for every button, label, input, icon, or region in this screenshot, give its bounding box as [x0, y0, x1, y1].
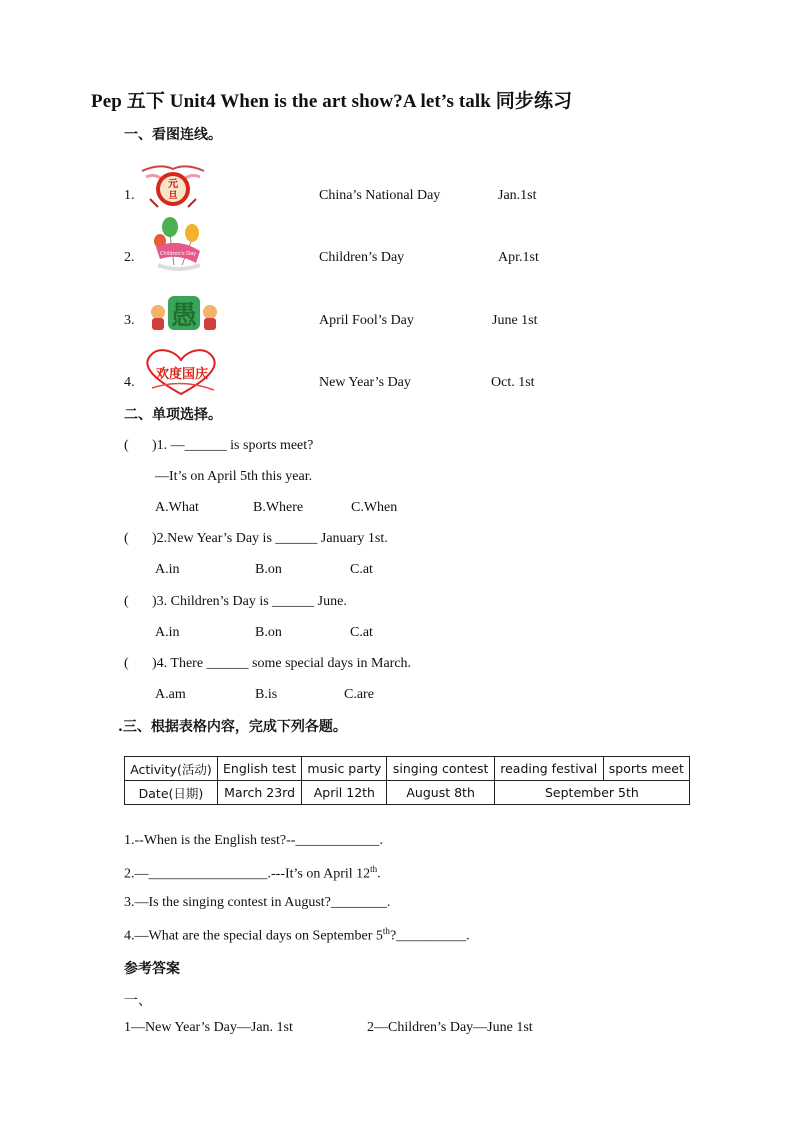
section-1-heading: 一、看图连线。 — [124, 127, 222, 143]
fill-question-text: 4.—What are the special days on September 5 — [124, 928, 383, 944]
svg-text:Children's Day: Children's Day — [159, 251, 197, 257]
question-stem: )1. —______ is sports meet? — [152, 438, 314, 453]
holiday-date: June 1st — [492, 313, 538, 328]
table-cell: August 8th — [387, 781, 494, 805]
table-header-cell: Activity(活动) — [125, 757, 218, 781]
answers-heading: 参考答案 — [124, 961, 180, 977]
holiday-date: Oct. 1st — [491, 375, 535, 390]
holiday-name: Children’s Day — [319, 250, 405, 265]
holiday-date: Jan.1st — [498, 188, 537, 203]
answer-line: 1—New Year’s Day—Jan. 1st — [124, 1020, 293, 1035]
section-3-heading: .三、根据表格内容，完成下列各题。 — [118, 719, 347, 735]
superscript: th — [370, 864, 378, 874]
svg-text:欢度国庆: 欢度国庆 — [155, 367, 209, 382]
answer-line: 2—Children’s Day—June 1st — [367, 1020, 533, 1035]
holiday-name: April Fool’s Day — [319, 313, 414, 328]
match-row-number: 2. — [124, 250, 135, 265]
fill-question-tail: ?__________. — [389, 928, 470, 944]
page-title: Pep 五下 Unit4 When is the art show?A let’s talk 同步练习 — [91, 91, 573, 112]
option-c: C.are — [344, 687, 374, 702]
answer-paren: ( — [124, 594, 129, 609]
option-b: B.on — [255, 625, 282, 640]
option-b: B.is — [255, 687, 278, 702]
option-a: A.in — [155, 562, 180, 577]
question-stem: )3. Children’s Day is ______ June. — [152, 594, 347, 609]
table-cell: music party — [302, 757, 387, 781]
fill-question: 3.—Is the singing contest in August?________. — [124, 895, 391, 910]
holiday-name: New Year’s Day — [319, 375, 411, 390]
answer-paren: ( — [124, 531, 129, 546]
svg-text:愚: 愚 — [170, 301, 198, 331]
section-2-heading: 二、单项选择。 — [124, 407, 222, 423]
option-a: A.am — [155, 687, 186, 702]
option-b: B.on — [255, 562, 282, 577]
question-stem: )4. There ______ some special days in March. — [152, 656, 412, 671]
option-c: C.When — [351, 500, 398, 515]
table-cell: singing contest — [387, 757, 494, 781]
activity-date-table — [124, 756, 690, 805]
answer-paren: ( — [124, 438, 129, 453]
svg-text:元: 元 — [168, 179, 178, 190]
childrens-day-balloons-icon — [150, 215, 206, 275]
superscript: th — [382, 926, 390, 936]
match-row-number: 3. — [124, 313, 135, 328]
new-year-lantern-icon — [140, 163, 206, 211]
fill-question — [124, 864, 381, 883]
answer-paren: ( — [124, 656, 129, 671]
national-day-heart-icon — [142, 348, 220, 396]
option-a: A.in — [155, 625, 180, 640]
table-cell: English test — [217, 757, 301, 781]
table-row — [125, 757, 690, 781]
fill-question-tail: . — [377, 866, 381, 882]
answers-subheading: 一、 — [124, 994, 152, 1009]
svg-text:旦: 旦 — [168, 191, 178, 201]
table-header-cell: Date(日期) — [125, 781, 218, 805]
holiday-name: China’s National Day — [319, 188, 441, 203]
fill-question: 1.--When is the English test?--____________. — [124, 833, 383, 848]
option-c: C.at — [350, 625, 373, 640]
option-a: A.What — [155, 500, 199, 515]
holiday-date: Apr.1st — [498, 250, 539, 265]
table-cell: September 5th — [494, 781, 689, 805]
table-cell: April 12th — [302, 781, 387, 805]
match-row-number: 4. — [124, 375, 135, 390]
match-row-number: 1. — [124, 188, 135, 203]
option-c: C.at — [350, 562, 373, 577]
question-followup: —It’s on April 5th this year. — [155, 469, 313, 484]
fill-question-text: 2.—_________________.---It’s on April 12 — [124, 866, 371, 882]
table-cell: March 23rd — [217, 781, 301, 805]
fill-question — [124, 926, 470, 945]
option-b: B.Where — [253, 500, 304, 515]
april-fool-character-icon — [148, 292, 220, 334]
table-cell: reading festival — [494, 757, 603, 781]
table-row — [125, 781, 690, 805]
question-stem: )2.New Year’s Day is ______ January 1st. — [152, 531, 388, 546]
table-cell: sports meet — [603, 757, 689, 781]
